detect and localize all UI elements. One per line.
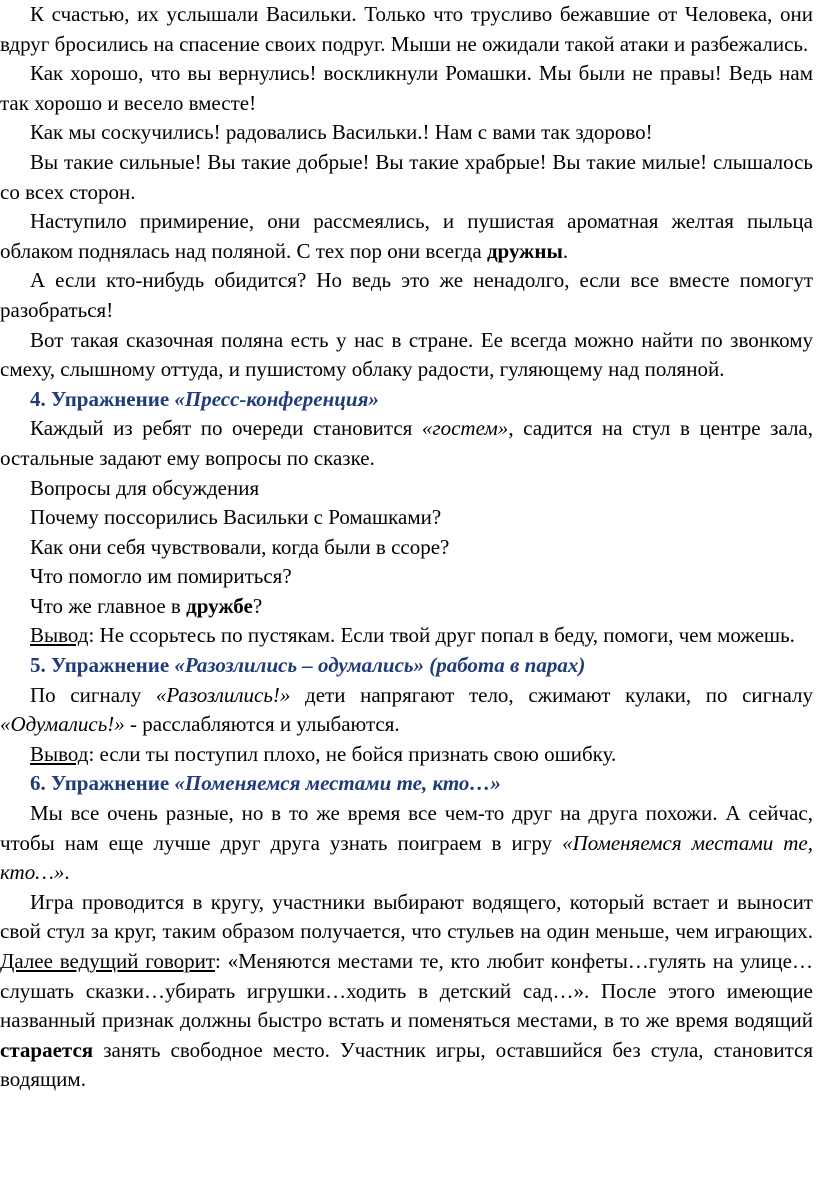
- heading-title: «Поменяемся местами те, кто…»: [174, 771, 501, 796]
- story-paragraph-5: [0, 207, 813, 266]
- italic-word: «гостем»: [421, 416, 509, 441]
- heading-title: «Разозлились – одумались» (работа в парах): [174, 653, 586, 678]
- text-run: По сигналу: [30, 682, 156, 707]
- heading-number: 6. Упражнение: [30, 771, 175, 796]
- underlined-phrase: Далее ведущий говорит: [0, 949, 216, 973]
- italic-word: «Разозлились!»: [155, 682, 291, 707]
- conclusion-label: Вывод: [30, 623, 89, 648]
- question-4: [0, 592, 813, 622]
- text-run: ?: [252, 593, 263, 618]
- bold-word: дружны: [486, 238, 563, 263]
- bold-word: дружбе: [186, 593, 253, 618]
- text-run: Игра проводится в кругу, участники выбирают водящего, который встает и выносит свой стул за круг, таким образом получается, что стульев на один меньше, чем играющих.: [0, 889, 813, 944]
- exercise-4-heading: [0, 385, 813, 415]
- text-run: Что же главное в: [30, 593, 187, 618]
- conclusion-text: : Не ссорьтесь по пустякам. Если твой друг попал в беду, помоги, чем можешь.: [88, 623, 795, 648]
- questions-title: Вопросы для обсуждения: [30, 475, 260, 500]
- text-run: : «Меняются местами те, кто любит конфеты…гулять на улице…слушать сказки…убирать игрушки…ходить в детский сад…». После этого имеющие названный признак должны быстро встать и поменяться местами, в то же время водящий: [0, 949, 813, 1033]
- bold-word: старается: [0, 1037, 94, 1062]
- text-run: занять свободное место. Участник игры, оставшийся без стула, становится водящим.: [0, 1037, 813, 1092]
- text-run: .: [562, 238, 569, 263]
- exercise-6-heading: [0, 769, 813, 799]
- italic-word: «Поменяемся местами те, кто…»: [0, 830, 813, 885]
- italic-word: «Одумались!»: [0, 712, 125, 737]
- heading-title: «Пресс-конференция»: [174, 386, 379, 411]
- text-run: - расслабляются и улыбаются.: [124, 712, 400, 737]
- question-1: Почему поссорились Васильки с Ромашками?: [30, 505, 442, 530]
- story-paragraph-7: Вот такая сказочная поляна есть у нас в стране. Ее всегда можно найти по звонкому смеху, слышному оттуда, и пушистому облаку радости, гуляющему над поляной.: [0, 327, 813, 382]
- story-paragraph-4: Вы такие сильные! Вы такие добрые! Вы такие храбрые! Вы такие милые! слышалось со всех сторон.: [0, 149, 813, 204]
- text-run: .: [64, 860, 70, 885]
- exercise-4-conclusion: [0, 621, 813, 651]
- exercise-5-conclusion: [0, 740, 813, 770]
- question-2: Как они себя чувствовали, когда были в ссоре?: [30, 534, 450, 559]
- story-paragraph-2: Как хорошо, что вы вернулись! воскликнули Ромашки. Мы были не правы! Ведь нам так хорошо и весело вместе!: [0, 61, 813, 115]
- exercise-4-description: [0, 414, 813, 473]
- text-run: дети напрягают тело, сжимают кулаки, по сигналу: [290, 682, 813, 707]
- story-paragraph-3: Как мы соскучились! радовались Васильки.! Нам с вами так здорово!: [30, 120, 653, 145]
- conclusion-text: : если ты поступил плохо, не бойся признать свою ошибку.: [88, 741, 617, 766]
- exercise-6-rules: [0, 888, 813, 1095]
- story-paragraph-6: А если кто-нибудь обидится? Но ведь это же ненадолго, если все вместе помогут разобраться!: [0, 268, 813, 322]
- conclusion-label: Вывод: [30, 741, 89, 766]
- story-paragraph-1: К счастью, их услышали Васильки. Только что трусливо бежавшие от Человека, они вдруг бросились на спасение своих подруг. Мыши не ожидали такой атаки и разбежались.: [0, 2, 813, 56]
- text-run: Мы все очень разные, но в то же время все чем-то друг на друга похожи. А сейчас, чтобы нам еще лучше друг друга узнать поиграем в игру: [0, 801, 813, 855]
- heading-number: 4. Упражнение: [30, 386, 175, 411]
- heading-number: 5. Упражнение: [30, 653, 175, 678]
- question-3: Что помогло им помириться?: [30, 564, 292, 589]
- text-run: Наступило примирение, они рассмеялись, и пушистая ароматная желтая пыльца облаком поднялась над поляной. С тех пор они всегда: [0, 209, 813, 263]
- text-run: Каждый из ребят по очереди становится: [30, 416, 422, 441]
- exercise-5-heading: [0, 651, 813, 681]
- exercise-6-description: [0, 799, 813, 888]
- text-run: , садится на стул в центре зала, остальные задают ему вопросы по сказке.: [0, 416, 813, 470]
- exercise-5-description: [0, 681, 813, 740]
